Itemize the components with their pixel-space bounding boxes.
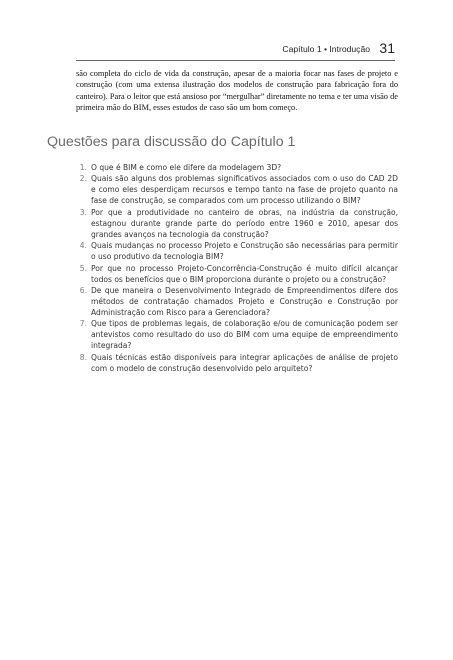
question-item bbox=[79, 241, 398, 263]
question-text: De que maneira o Desenvolvimento Integrado de Empreendimentos difere dos métodos de contratação chamados Projeto e Construção e Construção por Administração com Risco para a Gerenciadora? bbox=[91, 285, 398, 317]
question-text: Que tipos de problemas legais, de colaboração e/ou de comunicação podem ser antevistos como resultado do uso do BIM com uma equipe de empreendimento integrada? bbox=[91, 319, 398, 351]
question-item bbox=[79, 319, 398, 352]
question-item bbox=[79, 352, 398, 375]
question-item bbox=[79, 174, 398, 207]
page-number: 31 bbox=[379, 40, 395, 56]
question-text: Por que a produtividade no canteiro de obras, na indústria da construção, estagnou durante grande parte do período entre 1960 e 2010, apesar dos grandes avanços na tecnologia da construção? bbox=[91, 207, 398, 239]
question-text: Quais mudanças no processo Projeto e Construção são necessárias para permitir o uso produtivo da tecnologia BIM? bbox=[91, 241, 398, 262]
question-number: 7. bbox=[79, 319, 87, 329]
header-rule bbox=[76, 60, 395, 61]
question-text: O que é BIM e como ele difere da modelagem 3D? bbox=[91, 163, 282, 172]
running-head-separator: • bbox=[324, 44, 328, 54]
question-item bbox=[79, 285, 398, 319]
question-number: 4. bbox=[79, 241, 87, 251]
running-head-section: Introdução bbox=[329, 44, 371, 54]
question-text: Quais técnicas estão disponíveis para integrar aplicações de análise de projeto com o modelo de construção desenvolvido pelo arquiteto? bbox=[91, 352, 398, 373]
question-number: 5. bbox=[79, 263, 87, 273]
question-number: 2. bbox=[79, 174, 87, 184]
question-number: 1. bbox=[79, 163, 87, 172]
question-item bbox=[79, 263, 398, 286]
question-number: 8. bbox=[79, 352, 87, 362]
question-text: Quais são alguns dos problemas significativos associados com o uso do CAD 2D e como eles desperdiçam recursos e tempo tanto na fase de projeto quanto na fase de construção, se comparados com um processo utilizando o BIM? bbox=[91, 174, 398, 206]
question-item bbox=[79, 163, 398, 174]
running-head-chapter: Capítulo 1 bbox=[282, 44, 322, 54]
running-head bbox=[282, 40, 395, 56]
question-list bbox=[79, 163, 398, 375]
question-text: Por que no processo Projeto-Concorrência-Construção é muito difícil alcançar todos os benefícios que o BIM proporciona durante o projeto ou a construção? bbox=[91, 263, 398, 284]
section-title: Questões para discussão do Capítulo 1 bbox=[47, 134, 296, 150]
body-paragraph: são completa do ciclo de vida da construção, apesar de a maioria focar nas fases de projeto e construção (com uma extensa ilustração dos modelos de construção para fabricação fora do canteiro). Para o leitor que está ansioso por “mergulhar” diretamente no tema e ter uma visão de primeira mão do BIM, esses estudos de caso são um bom começo. bbox=[76, 69, 398, 112]
question-number: 6. bbox=[79, 285, 87, 295]
question-number: 3. bbox=[79, 207, 87, 217]
question-item bbox=[79, 207, 398, 241]
